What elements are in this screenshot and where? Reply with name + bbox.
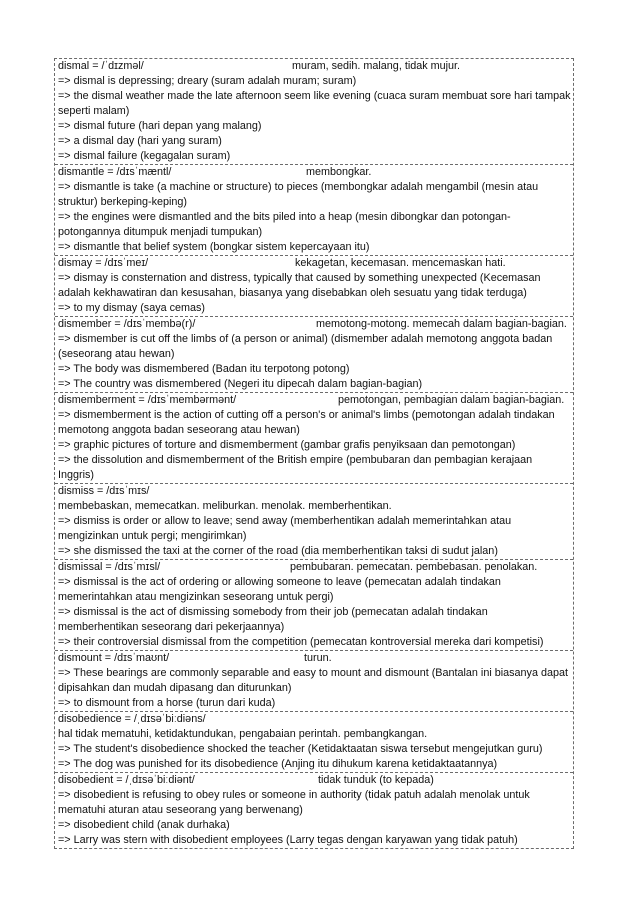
headword-pronunciation: dismemberment = /dɪsˈmembərmənt/ bbox=[58, 394, 237, 406]
example-line: => the dismal weather made the late afternoon seem like evening (cuaca suram membuat sore hari tampak seperti malam) bbox=[58, 90, 571, 117]
entry-headline bbox=[58, 484, 571, 514]
dictionary-entry bbox=[55, 59, 573, 165]
entry-headline bbox=[58, 651, 571, 666]
dictionary-page bbox=[54, 58, 574, 849]
entry-headline bbox=[58, 59, 571, 74]
dictionary-entry bbox=[55, 165, 573, 256]
example-line: => disobedient child (anak durhaka) bbox=[58, 819, 230, 831]
example-line: => dismay is consternation and distress, typically that caused by something unexpected (Kecemasan adalah kekhawatiran dan kesusahan, biasanya yang disebabkan oleh sesuatu yang tidak terduga) bbox=[58, 272, 541, 299]
entry-headline bbox=[58, 317, 571, 332]
headword-pronunciation: dismember = /dɪsˈmembə(r)/ bbox=[58, 318, 196, 330]
indonesian-meaning: tidak tunduk (to kepada) bbox=[318, 774, 434, 786]
example-line: => dismiss is order or allow to leave; send away (memberhentikan adalah memerintahkan atau mengizinkan untuk pergi; mengirimkan) bbox=[58, 515, 512, 542]
indonesian-meaning: pemotongan, pembagian dalam bagian-bagian. bbox=[338, 394, 565, 406]
dictionary-entry bbox=[55, 773, 573, 848]
headword-pronunciation: disobedient = /ˌdɪsəˈbiːdiənt/ bbox=[58, 774, 195, 786]
dictionary-entry bbox=[55, 560, 573, 651]
example-line: => graphic pictures of torture and dismemberment (gambar grafis penyiksaan dan pemotongan) bbox=[58, 439, 516, 451]
example-line: => dismissal is the act of ordering or allowing someone to leave (pemecatan adalah tindakan memerintahkan atau mengizinkan seseorang untuk pergi) bbox=[58, 576, 501, 603]
headword-pronunciation: dismal = /ˈdɪzməl/ bbox=[58, 60, 144, 72]
example-line: => their controversial dismissal from the competition (pemecatan kontroversial mereka dari kompetisi) bbox=[58, 636, 544, 648]
indonesian-meaning: turun. bbox=[304, 652, 332, 664]
example-line: => dismantle that belief system (bongkar sistem kepercayaan itu) bbox=[58, 241, 370, 253]
headword-pronunciation: dismount = /dɪsˈmaʊnt/ bbox=[58, 652, 170, 664]
headword-pronunciation: dismiss = /dɪsˈmɪs/ bbox=[58, 485, 150, 497]
headword-pronunciation: dismay = /dɪsˈmeɪ/ bbox=[58, 257, 149, 269]
indonesian-meaning: memotong-motong. memecah dalam bagian-bagian. bbox=[316, 318, 567, 330]
example-line: => dismissal is the act of dismissing somebody from their job (pemecatan adalah tindakan memberhentikan seseorang dari pekerjaannya) bbox=[58, 606, 488, 633]
example-line: => The student's disobedience shocked the teacher (Ketidaktaatan siswa tersebut mengejutkan guru) bbox=[58, 743, 543, 755]
dictionary-entry bbox=[55, 712, 573, 773]
indonesian-meaning: membongkar. bbox=[306, 166, 372, 178]
dictionary-entry bbox=[55, 256, 573, 317]
entry-headline bbox=[58, 165, 571, 180]
example-line: => dismantle is take (a machine or structure) to pieces (membongkar adalah mengambil (mesin atau struktur) berkeping-keping) bbox=[58, 181, 539, 208]
example-line: => dismal failure (kegagalan suram) bbox=[58, 150, 231, 162]
example-line: => dismal future (hari depan yang malang) bbox=[58, 120, 262, 132]
headword-pronunciation: dismissal = /dɪsˈmɪsl/ bbox=[58, 561, 161, 573]
example-line: => disobedient is refusing to obey rules or someone in authority (tidak patuh adalah menolak untuk mematuhi aturan atau seseorang yang berwenang) bbox=[58, 789, 530, 816]
dictionary-entry bbox=[55, 393, 573, 484]
example-line: => dismember is cut off the limbs of (a person or animal) (dismember adalah memotong anggota badan (seseorang atau hewan) bbox=[58, 333, 553, 360]
example-line: => dismal is depressing; dreary (suram adalah muram; suram) bbox=[58, 75, 357, 87]
example-line: => the engines were dismantled and the bits piled into a heap (mesin dibongkar dan potongan-potongannya ditumpuk menjadi tumpukan) bbox=[58, 211, 511, 238]
entry-headline bbox=[58, 393, 571, 408]
entry-headline bbox=[58, 256, 571, 271]
example-line: => Larry was stern with disobedient employees (Larry tegas dengan karyawan yang tidak patuh) bbox=[58, 834, 518, 846]
dictionary-entry bbox=[55, 317, 573, 393]
indonesian-meaning: muram, sedih. malang, tidak mujur. bbox=[292, 60, 461, 72]
entry-headline bbox=[58, 560, 571, 575]
example-line: => the dissolution and dismemberment of the British empire (pembubaran dan pembagian kerajaan Inggris) bbox=[58, 454, 533, 481]
indonesian-meaning: hal tidak mematuhi, ketidaktundukan, pengabaian perintah. pembangkangan. bbox=[58, 728, 428, 740]
example-line: => These bearings are commonly separable and easy to mount and dismount (Bantalan ini biasanya dapat dipisahkan dan mudah dipasang dan diturunkan) bbox=[58, 667, 568, 694]
example-line: => she dismissed the taxi at the corner of the road (dia memberhentikan taksi di sudut jalan) bbox=[58, 545, 498, 557]
example-line: => The body was dismembered (Badan itu terpotong potong) bbox=[58, 363, 350, 375]
dictionary-entry bbox=[55, 651, 573, 712]
headword-pronunciation: dismantle = /dɪsˈmæntl/ bbox=[58, 166, 172, 178]
dictionary-entry bbox=[55, 484, 573, 560]
example-line: => The dog was punished for its disobedience (Anjing itu dihukum karena ketidaktaatannya) bbox=[58, 758, 498, 770]
indonesian-meaning: membebaskan, memecatkan. meliburkan. menolak. memberhentikan. bbox=[58, 500, 392, 512]
headword-pronunciation: disobedience = /ˌdɪsəˈbiːdiəns/ bbox=[58, 713, 206, 725]
example-line: => a dismal day (hari yang suram) bbox=[58, 135, 222, 147]
indonesian-meaning: kekagetan, kecemasan. mencemaskan hati. bbox=[295, 257, 506, 269]
indonesian-meaning: pembubaran. pemecatan. pembebasan. penolakan. bbox=[290, 561, 538, 573]
example-line: => to my dismay (saya cemas) bbox=[58, 302, 206, 314]
example-line: => dismemberment is the action of cutting off a person's or animal's limbs (pemotongan adalah tindakan memotong anggota badan seseorang atau hewan) bbox=[58, 409, 555, 436]
example-line: => to dismount from a horse (turun dari kuda) bbox=[58, 697, 276, 709]
entry-headline bbox=[58, 773, 571, 788]
entry-headline bbox=[58, 712, 571, 742]
example-line: => The country was dismembered (Negeri itu dipecah dalam bagian-bagian) bbox=[58, 378, 423, 390]
